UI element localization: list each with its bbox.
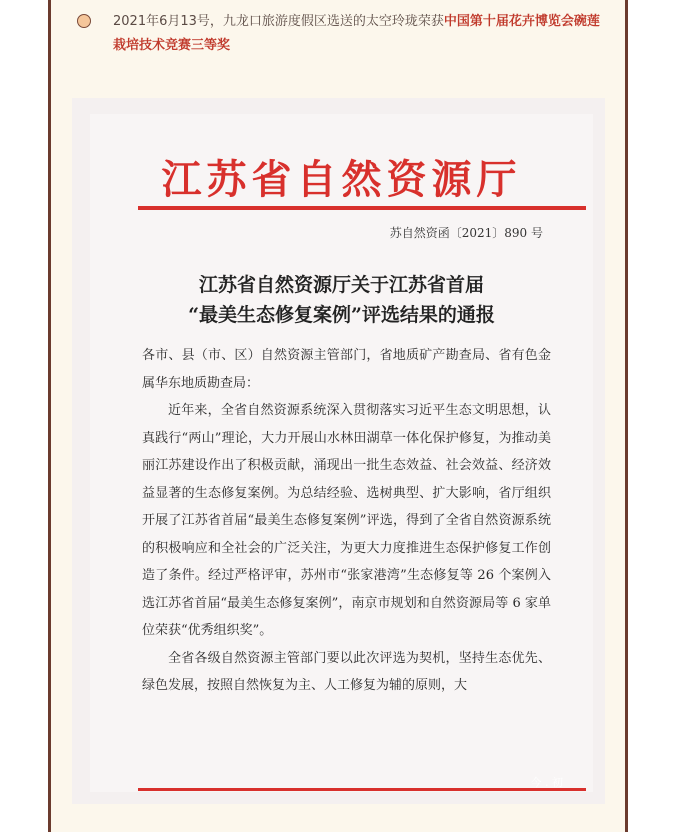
document-title-line1: 江苏省自然资源厅关于江苏省首届 xyxy=(198,274,484,296)
document-title-line2: “最美生态修复案例”评选结果的通报 xyxy=(188,304,495,326)
document-org-name: 江苏省自然资源厅 xyxy=(161,156,522,203)
timeline-dot-icon xyxy=(77,14,91,28)
timeline-entry-text xyxy=(113,10,603,58)
document-page xyxy=(90,114,593,792)
entry-text-prefix: 2021年6月13号，九龙口旅游度假区选送的太空玲珑荣获 xyxy=(113,14,444,29)
footer-red-rule xyxy=(138,788,586,791)
entry-award-highlight: 中国第十届花卉博览会碗莲栽培技术竞赛三等奖 xyxy=(113,14,600,53)
document-photo xyxy=(72,98,605,804)
document-paragraph: 全省各级自然资源主管部门要以此次评选为契机，坚持生态优先、绿色发展，按照自然恢复为主、人工修复为辅的原则，大 xyxy=(142,650,551,693)
header-red-rule xyxy=(138,206,586,210)
document-title xyxy=(90,270,593,330)
photo-watermark: 今 . 初 xyxy=(530,776,563,789)
document-number: 苏自然资函〔2021〕890 号 xyxy=(389,226,543,240)
document-body xyxy=(142,342,551,700)
document-paragraph: 近年来，全省自然资源系统深入贯彻落实习近平生态文明思想，认真践行“两山”理论，大力开展山水林田湖草一体化保护修复，为推动美丽江苏建设作出了积极贡献，涌现出一批生态效益、社会效益、经济效益显著的生态修复案例。为总结经验、选树典型、扩大影响，省厅组织开展了江苏省首届“最美生态修复案例”评选，得到了全省自然资源系统的积极响应和全社会的广泛关注，为更大力度推进生态保护修复工作创造了条件。经过严格评审，苏州市“张家港湾”生态修复等 26 个案例入选江苏省首届“最美生态修复案例”，南京市规划和自然资源局等 6 家单位荣获“优秀组织奖”。 xyxy=(142,403,551,638)
document-salutation: 各市、县（市、区）自然资源主管部门，省地质矿产勘查局、省有色金属华东地质勘查局： xyxy=(142,348,551,391)
